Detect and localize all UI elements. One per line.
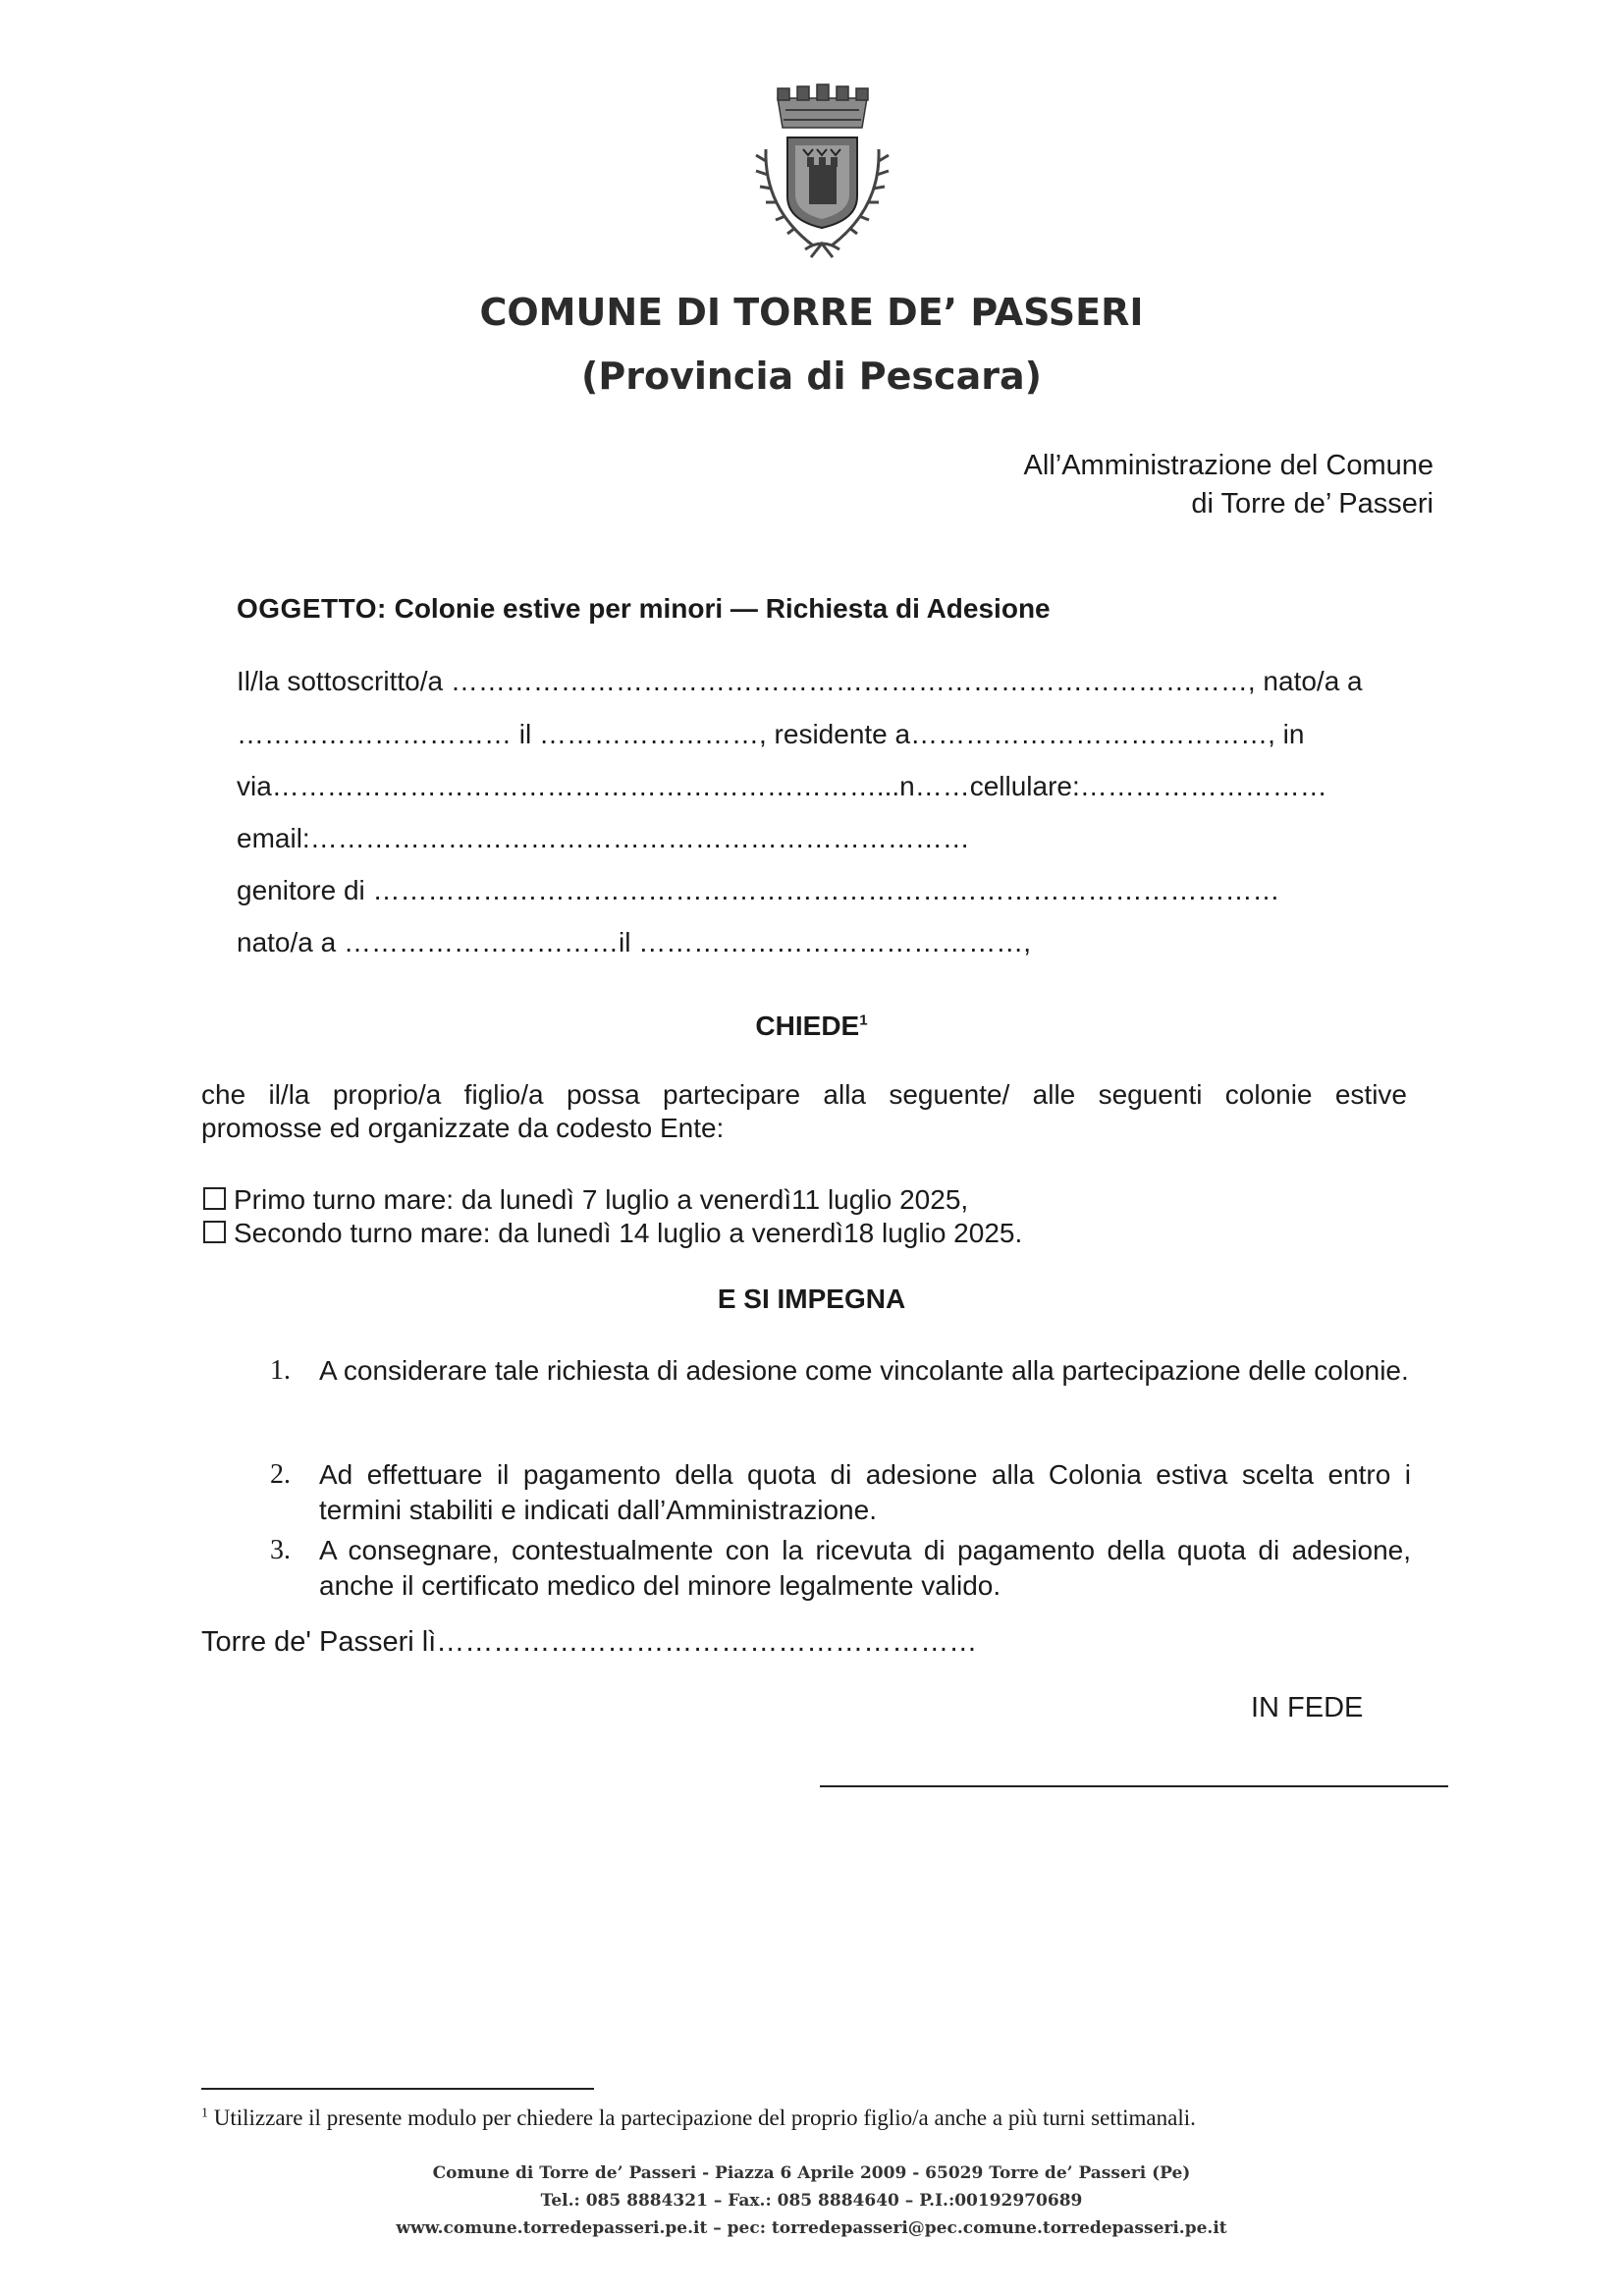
footnote-divider xyxy=(201,2088,594,2090)
option-first-turn-label: Primo turno mare: da lunedì 7 luglio a venerdì11 luglio 2025, xyxy=(234,1184,969,1215)
impegna-heading: E SI IMPEGNA xyxy=(717,1284,906,1314)
footnote-number: 1 xyxy=(201,2105,208,2121)
place-date-line: Torre de' Passeri lì………………………………………………… xyxy=(201,1626,978,1658)
commitment-item xyxy=(270,1533,1411,1604)
subject-line xyxy=(237,593,1051,625)
commitment-item xyxy=(270,1457,1411,1528)
footer-contacts: Tel.: 085 8884321 – Fax.: 085 8884640 – P.I.:00192970689 xyxy=(540,2191,1083,2211)
commitment-item xyxy=(270,1353,1411,1389)
addressee-block xyxy=(1024,447,1434,523)
chiede-heading xyxy=(0,1011,1623,1042)
municipality-title: COMUNE DI TORRE DE’ PASSERI xyxy=(479,291,1144,334)
municipal-coat-of-arms-emblem xyxy=(727,81,918,282)
footnote-reference: 1 xyxy=(859,1011,868,1029)
commitment-number: 3. xyxy=(270,1535,291,1565)
chiede-heading-text: CHIEDE xyxy=(755,1011,860,1041)
signature-line[interactable] xyxy=(820,1785,1448,1787)
request-paragraph xyxy=(201,1078,1407,1145)
footer-address: Comune di Torre de’ Passeri - Piazza 6 Aprile 2009 - 65029 Torre de’ Passeri (Pe) xyxy=(432,2163,1191,2183)
commitment-number: 1. xyxy=(270,1355,291,1386)
checkbox-second-turn[interactable] xyxy=(203,1221,226,1243)
commitment-text: A considerare tale richiesta di adesione come vincolante alla partecipazione delle colonie. xyxy=(319,1355,1409,1386)
form-line-address-phone: via…………………………………………………………...n……cellulare:……………………… xyxy=(237,771,1327,801)
province-subtitle: (Provincia di Pescara) xyxy=(581,355,1042,398)
subject-text: Colonie estive per minori — Richiesta di Adesione xyxy=(394,593,1051,624)
mural-crown-icon xyxy=(778,84,868,128)
shield-icon xyxy=(787,137,857,228)
request-line-2: promosse ed organizzate da codesto Ente: xyxy=(201,1113,725,1143)
addressee-line-2: di Torre de’ Passeri xyxy=(1191,488,1434,519)
form-line-birth-residence: ………………………… il ……………………, residente a…………………………………, in xyxy=(237,719,1305,749)
commitment-text: Ad effettuare il pagamento della quota di adesione alla Colonia estiva scelta entro i termini stabiliti e indicati dall’Amministrazione. xyxy=(319,1459,1411,1525)
commitment-number: 2. xyxy=(270,1459,291,1490)
footnote xyxy=(201,2105,1196,2131)
option-second-turn-label: Secondo turno mare: da lunedì 14 luglio a venerdì18 luglio 2025. xyxy=(234,1218,1023,1248)
form-line-applicant-name: Il/la sottoscritto/a ……………………………………………………………………………, nato/a a xyxy=(237,666,1363,696)
footer-web: www.comune.torredepasseri.pe.it – pec: torredepasseri@pec.comune.torredepasseri.pe.it xyxy=(396,2218,1227,2238)
request-line-1: che il/la proprio/a figlio/a possa partecipare alla seguente/ alle seguenti colonie estive xyxy=(201,1079,1407,1110)
footnote-text: Utilizzare il presente modulo per chiedere la partecipazione del proprio figlio/a anche a più turni settimanali. xyxy=(213,2105,1196,2130)
commitment-text: A consegnare, contestualmente con la ricevuta di pagamento della quota di adesione, anche il certificato medico del minore legalmente valido. xyxy=(319,1535,1411,1601)
option-first-turn xyxy=(203,1184,968,1216)
in-fede-label: IN FEDE xyxy=(1251,1692,1364,1723)
checkbox-first-turn[interactable] xyxy=(203,1187,226,1210)
addressee-line-1: All’Amministrazione del Comune xyxy=(1023,450,1434,481)
form-line-email: email:……………………………………………………………… xyxy=(237,823,970,853)
form-line-child-name: genitore di ……………………………………………………………………………………… xyxy=(237,875,1280,905)
form-line-child-birth: nato/a a …………………………il ……………………………………, xyxy=(237,927,1031,957)
subject-label: OGGETTO: xyxy=(237,593,387,624)
option-second-turn xyxy=(203,1218,1022,1249)
